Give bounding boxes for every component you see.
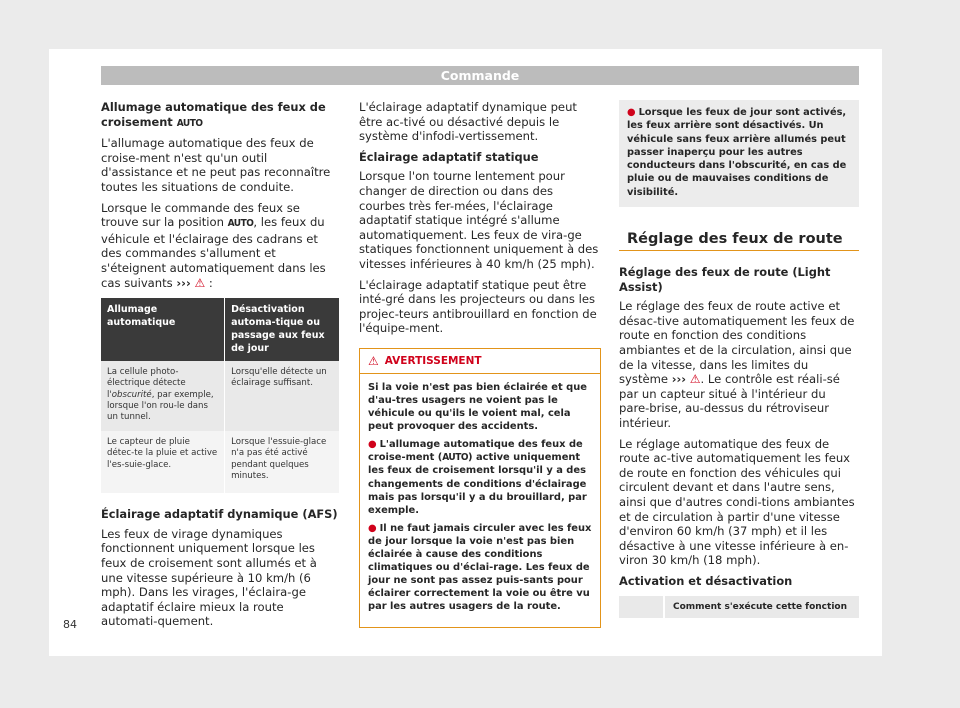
warning-icon: ⚠ — [689, 372, 701, 387]
column-middle — [359, 100, 601, 628]
paragraph: Lorsque le commande des feux se trouve sur la position AUTO, les feux du véhicule et l'éclairage des cadrans et des commandes s'allument et s'éteignent automatiquement dans les cas suivants ››› ⚠ : — [101, 200, 326, 290]
warning-icon: ⚠ — [368, 353, 379, 368]
warning-body — [360, 374, 600, 627]
auto-badge: AUTO — [176, 117, 203, 129]
auto-lights-table — [101, 298, 339, 493]
warning-bullet: ● L'allumage automatique des feux de croise-ment (AUTO) active uniquement les feux de croisement lorsqu'il y a des changements de conditions d'éclairage mais pas lorsqu'il y a du brouillard, par exemple. — [368, 439, 587, 516]
table-cell: Le capteur de pluie détec-te la pluie et active l'es-suie-glace. — [101, 431, 225, 493]
column-right — [619, 100, 859, 618]
table-cell: Lorsqu'elle détecte un éclairage suffisant. — [225, 361, 339, 431]
note-box: ● Lorsque les feux de jour sont activés, les feux arrière sont désactivés. Un véhicule sans feux arrière allumés peut passer inaperçu pour les autres conducteurs dans l'obscurité, en cas de pluie ou de mauvaises conditions de visibilité. — [619, 100, 859, 207]
paragraph: L'éclairage adaptatif dynamique peut être ac-tivé ou désactivé depuis le système d'infodi-vertissement. — [359, 100, 577, 144]
page-number: 84 — [63, 618, 77, 631]
auto-badge: AUTO — [442, 452, 469, 464]
warning-title: AVERTISSEMENT — [384, 354, 482, 367]
warning-bullet: ● Il ne faut jamais circuler avec les feux de jour lorsque la voie n'est pas bien éclairée à cause des conditions climatiques ou d'éclai-rage. Les feux de jour ne sont pas assez puis-sants pour éclairer correctement la voie ou être vu par les autres usagers de la route. — [368, 522, 592, 613]
table-header: Allumage automatique — [101, 298, 225, 361]
table-row — [101, 431, 339, 493]
table-cell: Lorsque l'essuie-glace n'a pas été activé pendant quelques minutes. — [225, 431, 339, 493]
activation-table-header — [619, 596, 859, 618]
warning-text: Si la voie n'est pas bien éclairée et que d'au-tres usagers ne voient pas le véhicule ou qu'ils le voient mal, cela peut provoquer des accidents. — [368, 381, 587, 433]
bullet-icon: ● — [627, 107, 636, 118]
bullet-icon: ● — [368, 522, 377, 534]
table-header-blank — [619, 596, 663, 618]
table-header: Comment s'exécute cette fonction — [665, 596, 859, 618]
auto-lights-heading: Allumage automatique des feux de croisement AUTO — [101, 100, 326, 129]
warning-header — [360, 349, 600, 374]
paragraph: L'éclairage adaptatif statique peut être inté-gré dans les projecteurs ou dans les projec-teurs antibrouillard en fonction de l'équipe-ment. — [359, 277, 597, 336]
section-title: Réglage des feux de route — [619, 231, 859, 251]
paragraph: Le réglage automatique des feux de route ac-tive automatiquement les feux de route en fonction des véhicules qui circulent devant et dans l'autre sens, ainsi que d'autres condi-tions ambiantes et de circulation à partir d'une vitesse d'environ 60 km/h (37 mph) et il les désactive à une vitesse inférieure à en-viron 30 km/h (18 mph). — [619, 436, 855, 568]
afs-heading: Éclairage adaptatif dynamique (AFS) — [101, 507, 338, 522]
bullet-icon: ● — [368, 439, 377, 451]
paragraph: L'allumage automatique des feux de croise-ment n'est qu'un outil d'assistance et ne peut pas reconnaître toutes les situations de conduite. — [101, 136, 331, 194]
reference-arrows[interactable]: ››› — [176, 275, 191, 290]
section-header: Commande — [101, 66, 859, 85]
warning-icon: ⚠ — [194, 275, 206, 290]
table-header: Désactivation automa-tique ou passage aux feux de jour — [225, 298, 339, 361]
auto-badge: AUTO — [227, 218, 254, 230]
table-cell: La cellule photo-électrique détecte l'obscurité, par exemple, lorsque l'on rou-le dans un tunnel. — [101, 361, 225, 431]
reference-arrows[interactable]: ››› — [671, 372, 687, 387]
column-left — [101, 100, 339, 635]
activation-heading: Activation et désactivation — [619, 573, 793, 588]
warning-box — [359, 348, 601, 628]
paragraph: Lorsque l'on tourne lentement pour changer de direction ou dans des courbes très fer-mées, l'éclairage adaptatif statique intégré s'allume automatiquement. Les feux de vira-ge statiques fonctionnent uniquement à des vitesses inférieures à 40 km/h (25 mph). — [359, 169, 599, 271]
static-lighting-heading: Éclairage adaptatif statique — [359, 149, 539, 164]
paragraph: Le réglage des feux de route active et désac-tive automatiquement les feux de route en fonction des conditions ambiantes et de la circulation, ainsi que de la vitesse, dans les limites du système ››› ⚠. Le contrôle est réali-sé par un capteur situé à l'intérieur du pare-brise, au-dessus du rétroviseur intérieur. — [619, 299, 855, 431]
light-assist-heading: Réglage des feux de route (Light Assist) — [619, 265, 831, 294]
table-row — [101, 361, 339, 431]
paragraph: Les feux de virage dynamiques fonctionnent uniquement lorsque les feux de croisement sont allumés et à une vitesse supérieure à 10 km/h (6 mph). Dans les virages, l'éclaira-ge adaptatif éclaire mieux la route automati-quement. — [101, 526, 317, 629]
